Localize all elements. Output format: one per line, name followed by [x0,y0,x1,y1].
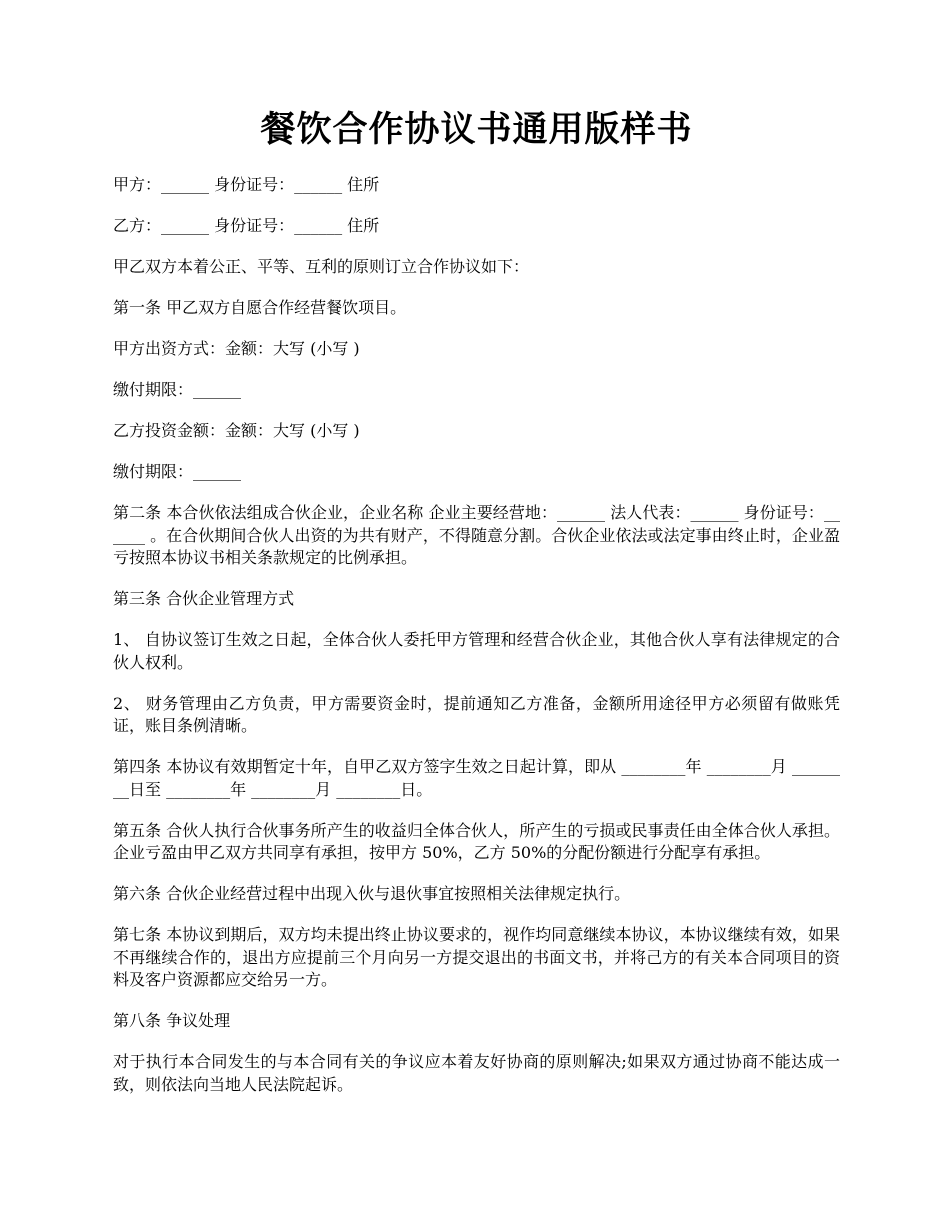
article-3-heading: 第三条 合伙企业管理方式 [113,589,295,608]
party-b-payment-deadline: 缴付期限：______ [113,462,242,481]
party-a-payment-deadline: 缴付期限：______ [113,380,242,399]
article-8-body: 对于执行本合同发生的与本合同有关的争议应本着友好协商的原则解决;如果双方通过协商不能达成一致，则依法向当地人民法院起诉。 [113,1052,840,1094]
preamble: 甲乙双方本着公正、平等、互利的原则订立合作协议如下： [113,257,530,276]
party-b-line: 乙方：______ 身份证号：______ 住所 [113,216,380,235]
article-4: 第四条 本协议有效期暂定十年，自甲乙双方签字生效之日起计算，即从 ________年 ________月 ________日至 ________年 ________月 ________日。 [113,757,840,799]
party-b-investment: 乙方投资金额：金额：大写 (小写 ) [113,421,360,440]
article-3-item-2: 2、 财务管理由乙方负责，甲方需要资金时，提前通知乙方准备，金额所用途径甲方必须留有做账凭证，账目条例清晰。 [113,693,840,735]
document-title: 餐饮合作协议书通用版样书 [260,109,693,150]
article-3-item-1: 1、 自协议签订生效之日起，全体合伙人委托甲方管理和经营合伙企业，其他合伙人享有法律规定的合伙人权利。 [113,630,840,672]
article-1: 第一条 甲乙双方自愿合作经营餐饮项目。 [113,298,407,317]
article-7: 第七条 本协议到期后，双方均未提出终止协议要求的，视作均同意继续本协议，本协议继续有效，如果不再继续合作的，退出方应提前三个月向另一方提交退出的书面文书，并将己方的有关本合同项目的资料及客户资源都应交给另一方。 [113,925,840,989]
article-6: 第六条 合伙企业经营过程中出现入伙与退伙事宜按照相关法律规定执行。 [113,884,631,903]
article-8-heading: 第八条 争议处理 [113,1011,231,1030]
party-a-contribution: 甲方出资方式：金额：大写 (小写 ) [113,339,360,358]
party-a-line: 甲方：______ 身份证号：______ 住所 [113,175,380,194]
article-5: 第五条 合伙人执行合伙事务所产生的收益归全体合伙人，所产生的亏损或民事责任由全体合伙人承担。企业亏盈由甲乙双方共同享有承担，按甲方 50%，乙方 50%的分配份额进行分配享有承担。 [113,820,840,862]
article-2: 第二条 本合伙依法组成合伙企业，企业名称 企业主要经营地：______ 法人代表：______ 身份证号：______ 。在合伙期间合伙人出资的为共有财产，不得随意分割。合伙企业依法或法定事由终止时，企业盈亏按照本协议书相关条款规定的比例承担。 [113,503,840,567]
